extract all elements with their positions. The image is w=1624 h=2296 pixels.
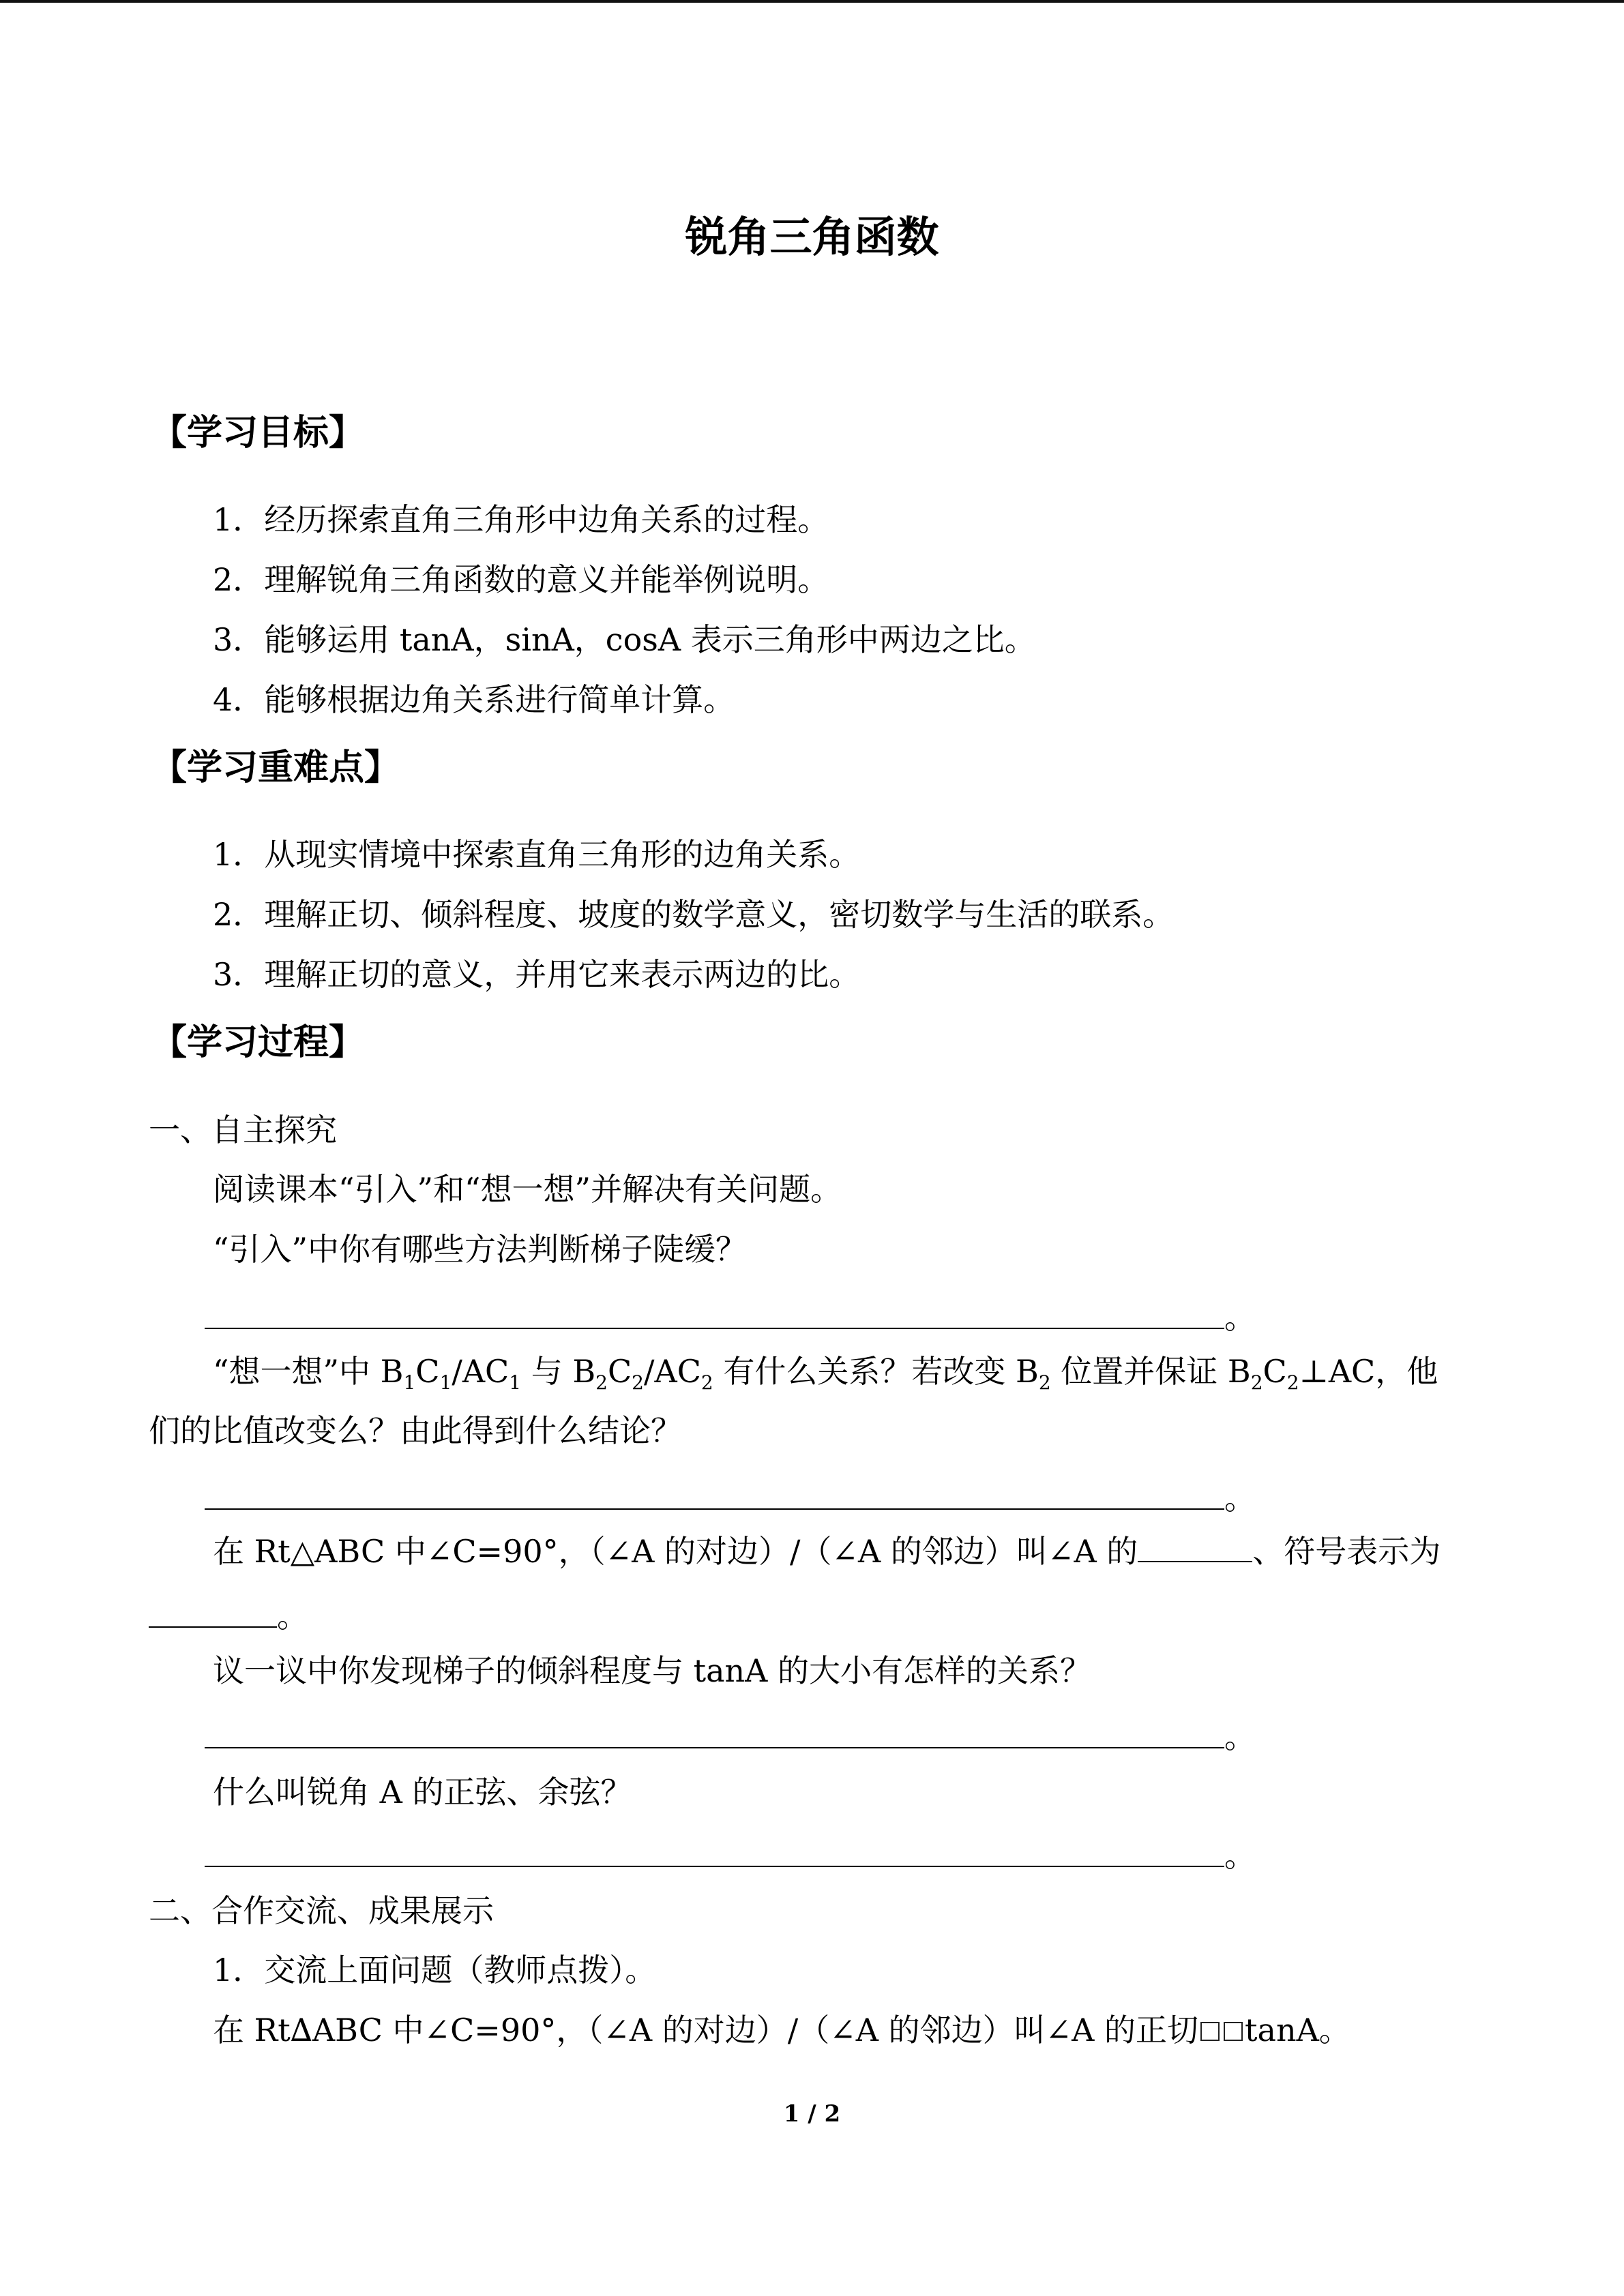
key-point-item-2: 2．理解正切、倾斜程度、坡度的数学意义，密切数学与生活的联系。: [213, 896, 1175, 933]
placeholder-box-icon: [1224, 2022, 1243, 2041]
goal-item-4: 4．能够根据边角关系进行简单计算。: [213, 681, 735, 718]
page-number: 1 / 2: [783, 2100, 841, 2128]
answer-blank-symbol[interactable]: [149, 1626, 277, 1628]
part2-item-1: 1．交流上面问题（教师点拨）。: [213, 1952, 657, 1988]
answer-blank-tangent-name[interactable]: [1138, 1531, 1252, 1562]
answer-blank-2-period: 。: [1224, 1480, 1256, 1517]
section-heading-goals: 【学习目标】: [151, 413, 365, 453]
goal-item-3: 3．能够运用 tanA，sinA，cosA 表示三角形中两边之比。: [213, 621, 1036, 658]
key-point-item-1: 1．从现实情境中探索直角三角形的边角关系。: [213, 836, 861, 873]
goal-item-2: 2．理解锐角三角函数的意义并能举例说明。: [213, 561, 829, 598]
instruction-paragraph: 阅读课本“引入”和“想一想”并解决有关问题。: [213, 1171, 842, 1208]
question-think-ratio: “想一想”中 $B_1C_1/AC_1$ 与 $B_2C_2/AC_2$ 有什么关系？若改变 $B_2$ 位置并保证 $B_2C_2\perp AC$，他: [213, 1353, 1438, 1394]
answer-blank-3-period: 。: [1224, 1718, 1256, 1755]
question-discuss-slope: 议一议中你发现梯子的倾斜程度与 tanA 的大小有怎样的关系？: [213, 1652, 1091, 1689]
section-heading-key-points: 【学习重难点】: [151, 747, 400, 788]
part2-item-2: 在 Rt∆ABC 中∠C=90°，（∠A 的对边）/（∠A 的邻边）叫∠A 的正切 tanA。: [213, 2012, 1350, 2048]
answer-blank-4-period: 。: [1224, 1837, 1256, 1874]
key-point-item-3: 3．理解正切的意义，并用它来表示两边的比。: [213, 956, 861, 993]
question-tangent-definition: 在 Rt△ABC 中∠C=90°，（∠A 的对边）/（∠A 的邻边）叫∠A 的 、符号表示为: [213, 1531, 1441, 1572]
answer-blank-symbol-period: 。: [277, 1598, 308, 1635]
answer-blank-1-period: 。: [1224, 1299, 1256, 1336]
top-border: [0, 0, 1624, 3]
question-think-ratio-line2: 们的比值改变么？由此得到什么结论？: [149, 1412, 682, 1449]
answer-blank-1[interactable]: [205, 1328, 1224, 1329]
section-heading-process: 【学习过程】: [151, 1022, 365, 1063]
answer-blank-4[interactable]: [205, 1866, 1224, 1867]
part1-title: 一、自主探究: [149, 1112, 337, 1148]
page-title: 锐角三角函数: [685, 212, 939, 262]
goal-item-1: 1．经历探索直角三角形中边角关系的过程。: [213, 501, 829, 538]
question-sine-cosine: 什么叫锐角 A 的正弦、余弦？: [213, 1774, 632, 1810]
part2-title: 二、合作交流、成果展示: [149, 1892, 494, 1929]
question-intro-ladder: “引入”中你有哪些方法判断梯子陡缓？: [213, 1231, 748, 1268]
answer-blank-3[interactable]: [205, 1747, 1224, 1748]
placeholder-box-icon: [1200, 2022, 1220, 2041]
answer-blank-2[interactable]: [205, 1508, 1224, 1510]
